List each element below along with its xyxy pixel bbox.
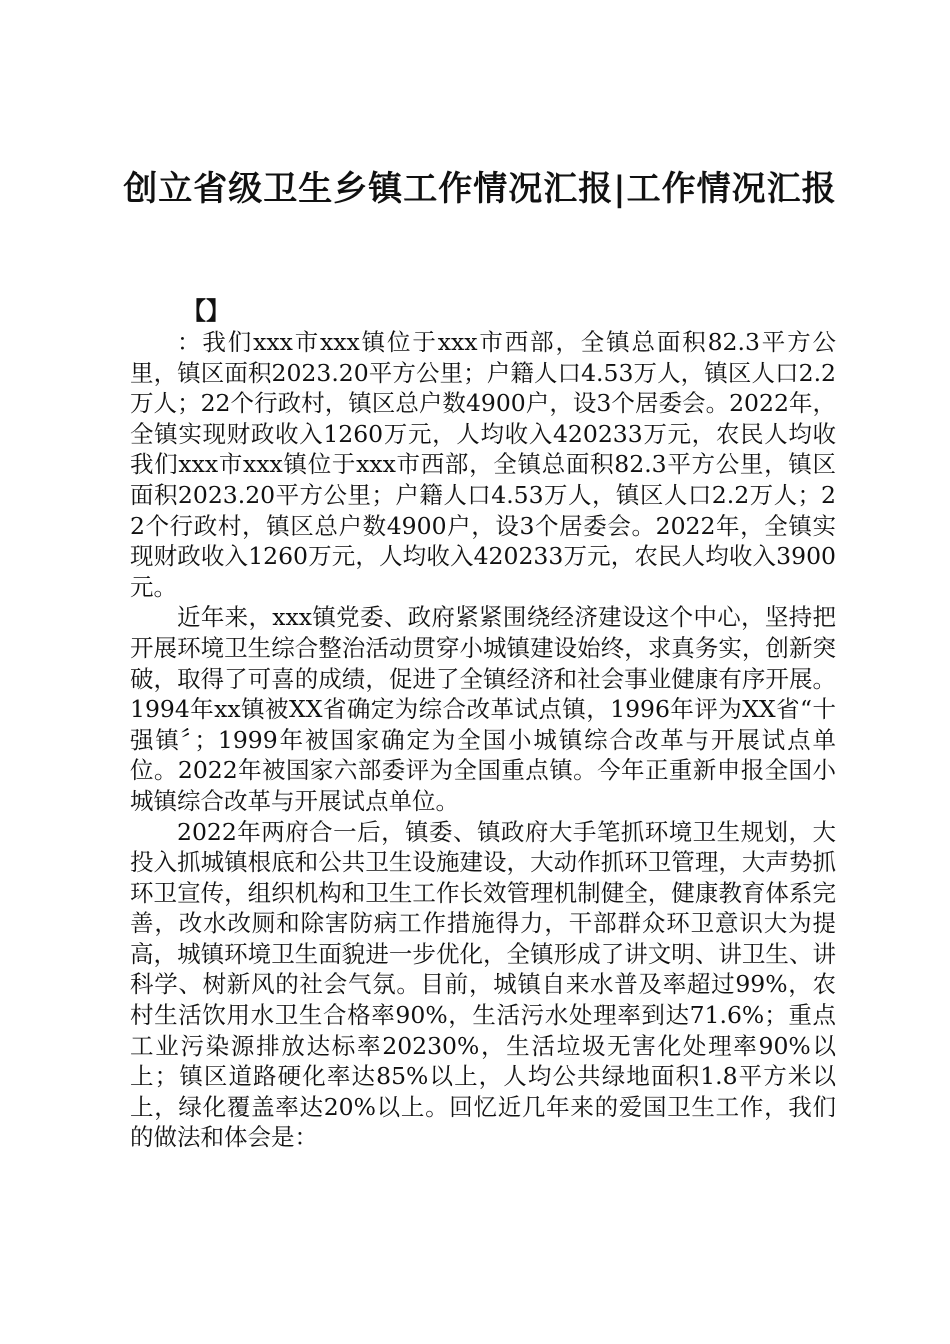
paragraph-sanitation: 2022年两府合一后，镇委、镇政府大手笔抓环境卫生规划，大投入抓城镇根底和公共卫生设施建设，大动作抓环卫管理，大声势抓环卫宣传，组织机构和卫生工作长效管理机制健全，健康教育体系完善，改水改厕和除害防病工作措施得力，干部群众环卫意识大为提高，城镇环境卫生面貌进一步优化，全镇形成了讲文明、讲卫生、讲科学、树新风的社会气氛。目前，城镇自来水普及率超过99%，农村生活饮用水卫生合格率90%，生活污水处理率到达71.6%；重点工业污染源排放达标率20230%，生活垃圾无害化处理率90%以上；镇区道路硬化率达85%以上，人均公共绿地面积1.8平方米以上，绿化覆盖率达20%以上。回忆近几年来的爱国卫生工作，我们的做法和体会是：	[130, 817, 836, 1152]
paragraph-achievements: 近年来，xxx镇党委、政府紧紧围绕经济建设这个中心，坚持把开展环境卫生综合整治活动贯穿小城镇建设始终，求真务实，创新突破，取得了可喜的成绩，促进了全镇经济和社会事业健康有序开展。1994年xx镇被XX省确定为综合改革试点镇，1996年评为XX省“十强镇〞；1999年被国家确定为全国小城镇综合改革与开展试点单位。2022年被国家六部委评为全国重点镇。今年正重新申报全国小城镇综合改革与开展试点单位。	[130, 603, 836, 815]
document-body	[130, 327, 836, 1153]
paragraph-intro: ：我们xxx市xxx镇位于xxx市西部，全镇总面积82.3平方公里，镇区面积2023.20平方公里；户籍人口4.53万人，镇区人口2.2万人；22个行政村，镇区总户数4900户，设3个居委会。2022年，全镇实现财政收入1260万元，人均收入420233万元，农民人均收我们xxx市xxx镇位于xxx市西部，全镇总面积82.3平方公里，镇区面积2023.20平方公里；户籍人口4.53万人，镇区人口2.2万人；22个行政村，镇区总户数4900户，设3个居委会。2022年，全镇实现财政收入1260万元，人均收入420233万元，农民人均收入3900元。	[130, 328, 836, 601]
document-title: 创立省级卫生乡镇工作情况汇报|工作情况汇报	[123, 169, 837, 209]
bracket-marker: 【】	[182, 296, 230, 325]
